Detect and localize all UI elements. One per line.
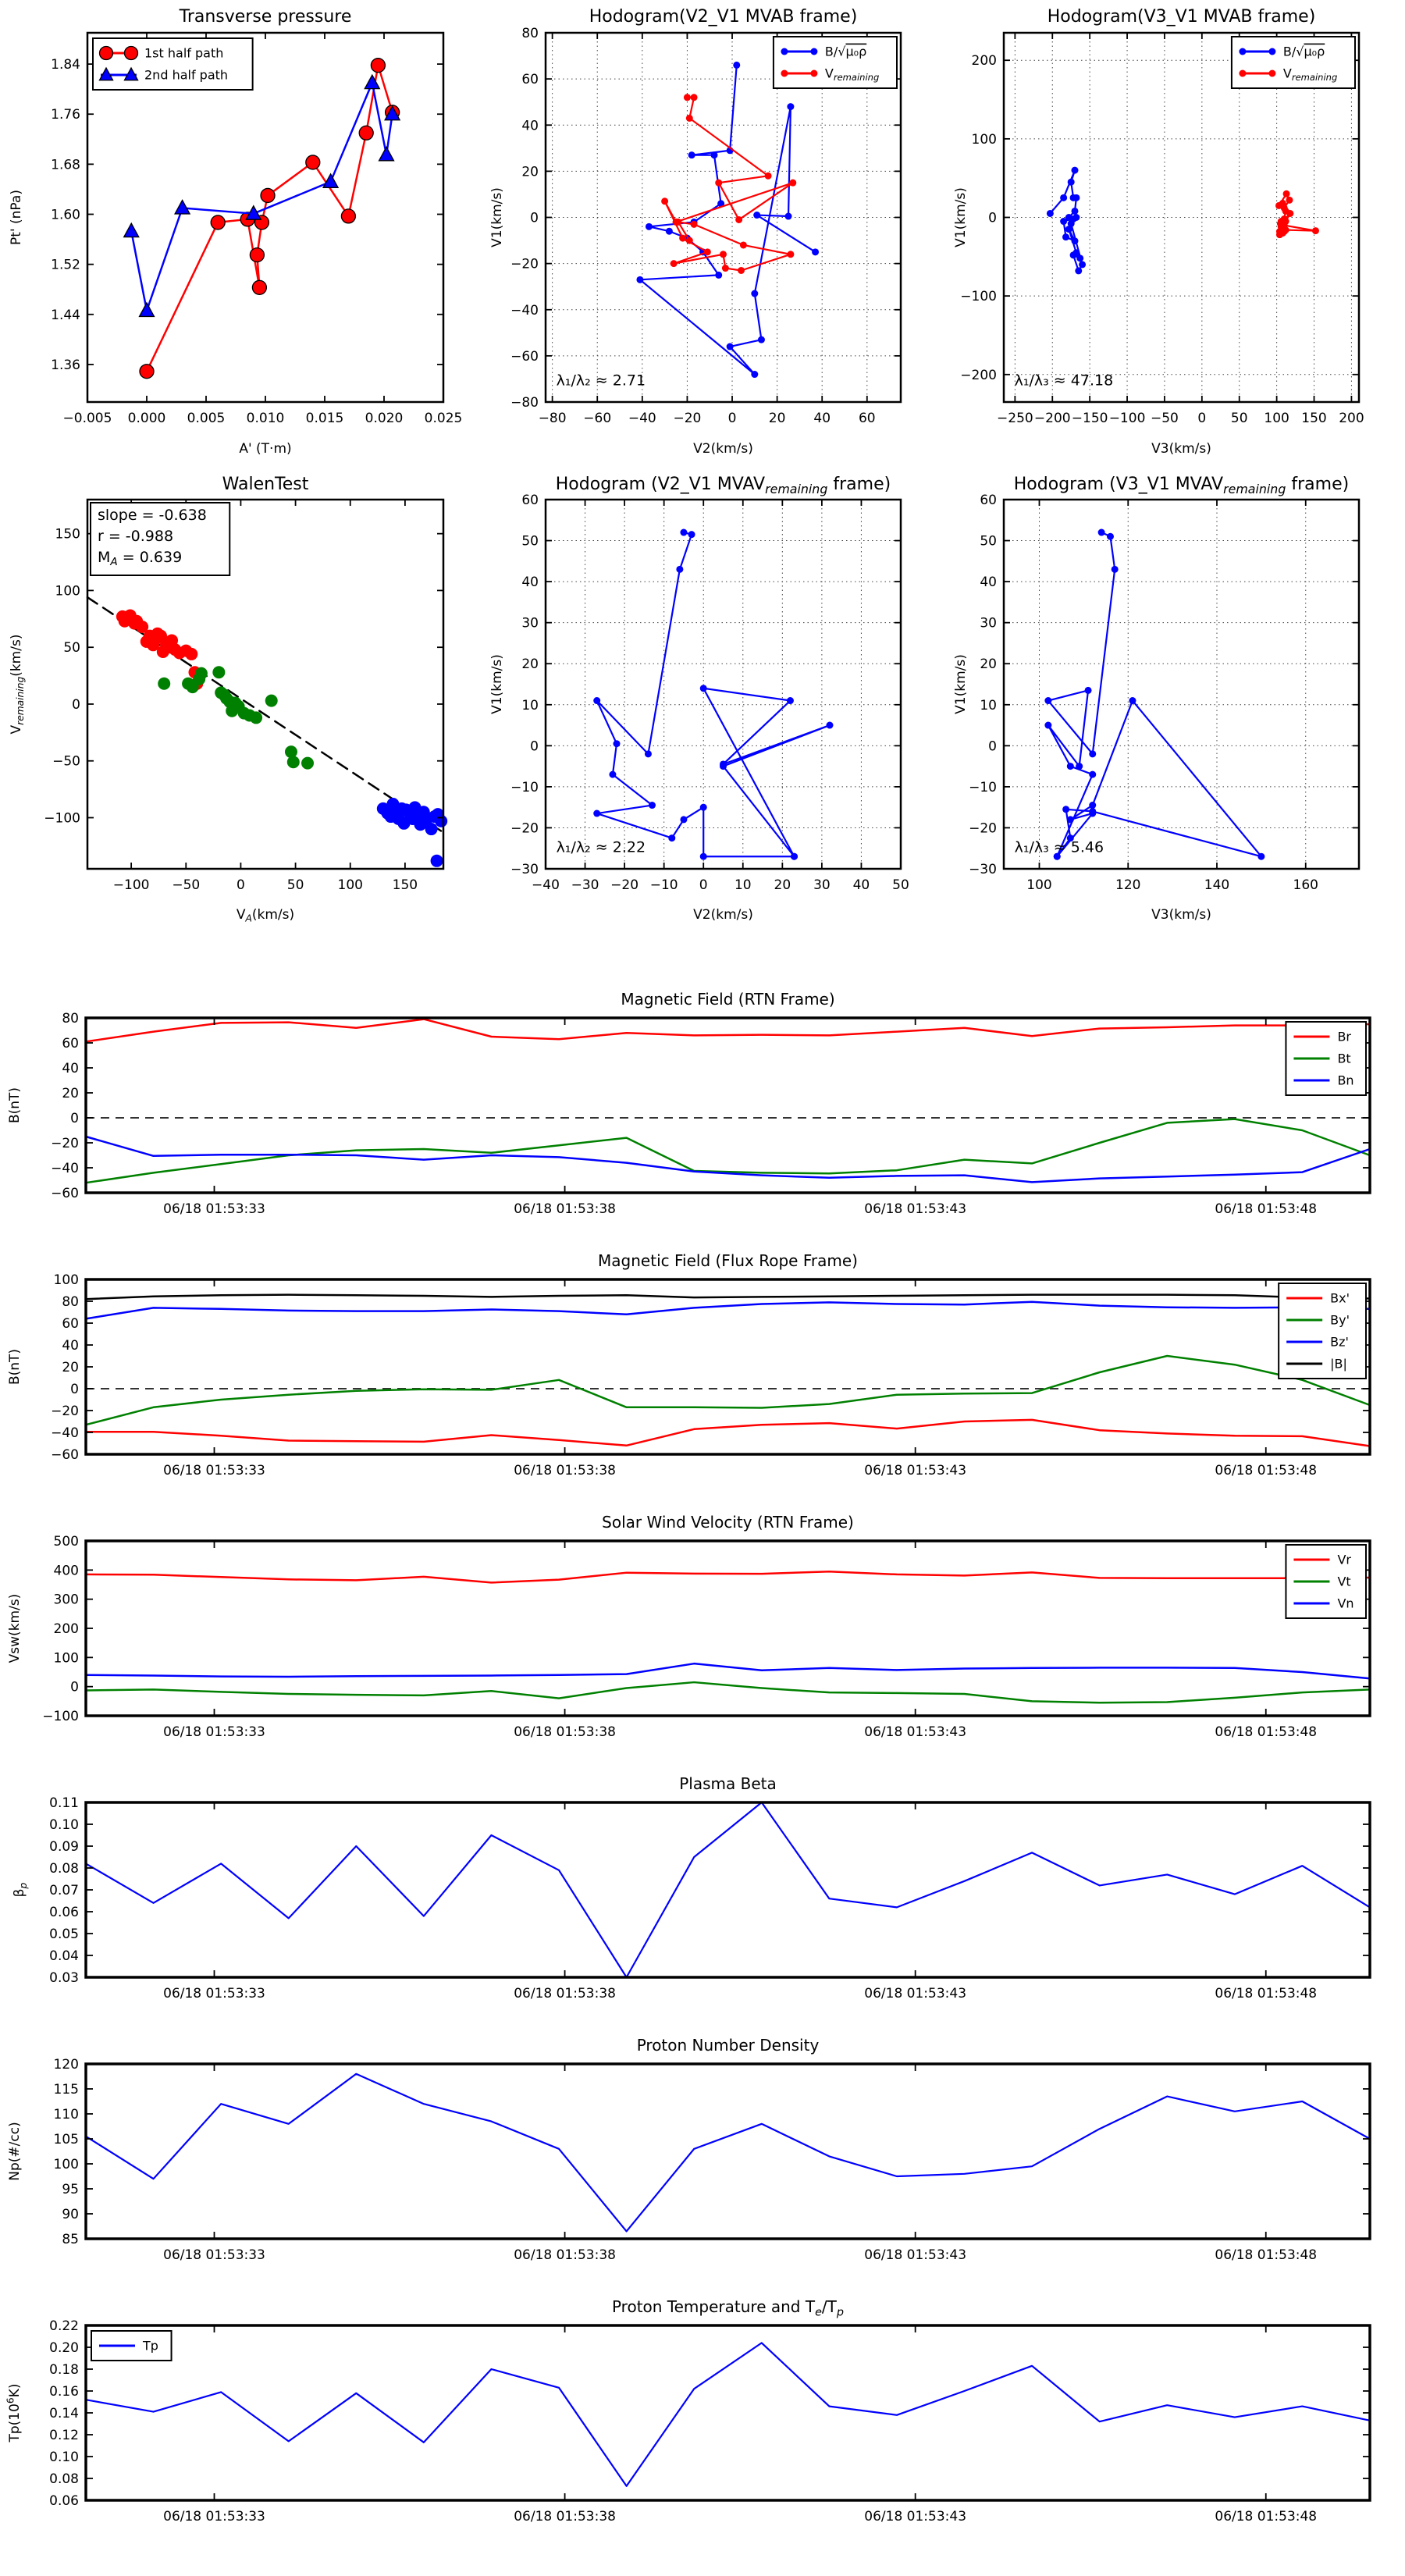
svg-text:100: 100: [55, 583, 80, 600]
series-b-sqrt-mu0-rho-: [1047, 167, 1086, 275]
walen-test-plot: [0, 472, 484, 976]
svg-text:60: 60: [521, 72, 539, 88]
svg-text:140: 140: [1204, 877, 1230, 893]
svg-text:−40: −40: [510, 302, 539, 318]
svg-text:0.10: 0.10: [49, 2450, 79, 2465]
svg-text:0.07: 0.07: [49, 1883, 79, 1898]
legend: [93, 38, 253, 90]
svg-text:−50: −50: [172, 877, 201, 893]
svg-text:500: 500: [53, 1534, 79, 1550]
mag-fluxrope-group: [7, 1251, 1370, 1478]
svg-text:−80: −80: [538, 411, 567, 426]
svg-text:0.03: 0.03: [49, 1970, 79, 1986]
svg-text:40: 40: [521, 118, 539, 134]
svg-text:100: 100: [971, 131, 997, 148]
svg-text:|B|: |B|: [1330, 1356, 1347, 1372]
svg-text:100: 100: [337, 877, 363, 893]
svg-text:0.04: 0.04: [49, 1948, 79, 1964]
svg-text:60: 60: [62, 1036, 79, 1051]
svg-text:06/18 01:53:38: 06/18 01:53:38: [514, 1463, 616, 1478]
svg-text:−50: −50: [1151, 411, 1179, 426]
walen-test-group: [9, 475, 447, 924]
svg-text:−20: −20: [610, 877, 639, 893]
svg-text:0: 0: [988, 210, 997, 226]
legend: [1279, 1283, 1366, 1379]
svg-text:−50: −50: [52, 753, 80, 770]
svg-text:Tp: Tp: [143, 2338, 158, 2354]
svg-text:λ₁/λ₂ ≈ 2.22: λ₁/λ₂ ≈ 2.22: [556, 838, 646, 856]
axes-ticks: [51, 33, 462, 426]
svg-text:50: 50: [892, 877, 909, 893]
svg-text:−30: −30: [571, 877, 599, 893]
svg-text:10: 10: [980, 697, 997, 713]
svg-text:By': By': [1330, 1312, 1350, 1328]
svg-text:0.06: 0.06: [49, 1905, 79, 1920]
svg-text:−0.005: −0.005: [62, 411, 112, 426]
svg-text:λ₁/λ₃ ≈ 5.46: λ₁/λ₃ ≈ 5.46: [1014, 838, 1104, 856]
svg-text:slope = -0.638: slope = -0.638: [98, 507, 207, 524]
svg-text:B(nT): B(nT): [7, 1087, 23, 1124]
hodogram-v3v1-mvav-group: [953, 475, 1359, 923]
plot-title: Proton Temperature and $T_e/T_p$: [611, 2297, 845, 2319]
series-vt: [86, 1682, 1370, 1703]
svg-text:−20: −20: [51, 1404, 79, 1419]
svg-text:400: 400: [53, 1563, 79, 1579]
svg-text:50: 50: [63, 640, 80, 656]
svg-text:60: 60: [980, 493, 997, 508]
svg-text:0.06: 0.06: [49, 2493, 79, 2509]
svg-text:100: 100: [53, 1650, 79, 1667]
svg-text:−200: −200: [960, 367, 997, 383]
svg-text:120: 120: [1115, 877, 1141, 893]
svg-text:60: 60: [858, 411, 876, 426]
svg-text:06/18 01:53:48: 06/18 01:53:48: [1215, 1724, 1318, 1740]
svg-text:06/18 01:53:48: 06/18 01:53:48: [1215, 2509, 1318, 2524]
plot-title: Transverse pressure: [179, 7, 352, 27]
svg-text:06/18 01:53:33: 06/18 01:53:33: [163, 1724, 265, 1740]
svg-text:200: 200: [53, 1621, 79, 1637]
grid: [1004, 500, 1359, 869]
svg-text:−20: −20: [510, 256, 539, 272]
svg-text:50: 50: [980, 533, 997, 550]
svg-text:0: 0: [530, 738, 539, 755]
svg-text:V1(km/s): V1(km/s): [489, 654, 505, 714]
svg-text:100: 100: [53, 2157, 79, 2172]
svg-text:Vn: Vn: [1337, 1596, 1354, 1611]
svg-text:06/18 01:53:43: 06/18 01:53:43: [864, 1724, 967, 1740]
svg-text:30: 30: [980, 615, 997, 632]
svg-text:20: 20: [521, 656, 539, 673]
svg-text:−20: −20: [969, 820, 997, 837]
svg-text:0: 0: [699, 877, 708, 893]
svg-text:Vremaining​(km/s): $V_{remaining}(km/s)$: [9, 634, 26, 735]
svg-text:0.010: 0.010: [246, 411, 285, 426]
svg-text:0.09: 0.09: [49, 1839, 79, 1855]
svg-text:105: 105: [53, 2132, 79, 2147]
svg-text:Bx': Bx': [1330, 1290, 1350, 1306]
axes-ticks: [49, 2318, 1370, 2524]
legend: [1286, 1022, 1366, 1095]
svg-text:−30: −30: [510, 862, 539, 877]
svg-text:85: 85: [62, 2232, 79, 2247]
axes-ticks: [51, 1272, 1370, 1478]
plasma-beta-plot: [0, 1764, 1405, 2026]
series-bn: [86, 1137, 1370, 1182]
svg-text:−40: −40: [532, 877, 560, 893]
svg-text:0.10: 0.10: [49, 1817, 79, 1833]
svg-text:r = -0.988: r = -0.988: [98, 528, 174, 545]
axes-ticks: [42, 1534, 1370, 1740]
svg-text:−60: −60: [510, 348, 539, 365]
svg-text:2nd half path: 2nd half path: [144, 67, 229, 83]
svg-text:−250: −250: [997, 411, 1033, 426]
svg-text:Bt: Bt: [1337, 1051, 1351, 1066]
series-v-remaining-hodogram: [593, 529, 833, 860]
magnetic-field-fluxrope-plot: [0, 1241, 1405, 1503]
svg-text:λ₁/λ₃ ≈ 47.18: λ₁/λ₃ ≈ 47.18: [1014, 372, 1114, 390]
series-middle-segment: [158, 666, 314, 769]
svg-text:0.05: 0.05: [49, 1927, 79, 1942]
svg-text:06/18 01:53:38: 06/18 01:53:38: [514, 1201, 616, 1217]
svg-text:−100: −100: [112, 877, 150, 893]
series-b-sqrt-mu0-rho-: [636, 62, 819, 378]
svg-text:0: 0: [530, 210, 539, 226]
svg-text:1st half path: 1st half path: [144, 45, 224, 61]
svg-text:100: 100: [1026, 877, 1052, 893]
svg-text:06/18 01:53:33: 06/18 01:53:33: [163, 1201, 265, 1217]
svg-text:Bz': Bz': [1330, 1334, 1349, 1350]
svg-text:0: 0: [72, 696, 80, 713]
plot-title: Hodogram(V3_V1 MVAB frame): [1047, 7, 1316, 27]
svg-text:50: 50: [521, 533, 539, 550]
svg-text:06/18 01:53:48: 06/18 01:53:48: [1215, 2247, 1318, 2263]
svg-text:150: 150: [1301, 411, 1327, 426]
svg-text:40: 40: [521, 575, 539, 591]
axes-ticks: [49, 1795, 1370, 2001]
svg-text:06/18 01:53:38: 06/18 01:53:38: [514, 2509, 616, 2524]
svg-text:βp​: $\beta_p$: [12, 1882, 29, 1898]
svg-text:V2(km/s): V2(km/s): [693, 907, 753, 923]
svg-text:06/18 01:53:48: 06/18 01:53:48: [1215, 1986, 1318, 2001]
proton-temperature-plot: [0, 2287, 1405, 2576]
svg-text:0: 0: [70, 1679, 79, 1695]
svg-text:−60: −60: [51, 1447, 79, 1463]
series-last-segment: [377, 798, 447, 867]
legend: [1232, 37, 1355, 88]
axes-ticks: [51, 1011, 1370, 1217]
series--b-: [86, 1295, 1370, 1300]
svg-text:0.16: 0.16: [49, 2384, 79, 2400]
svg-text:−10: −10: [969, 779, 997, 795]
svg-text:50: 50: [1230, 411, 1248, 426]
svg-text:Np(#/cc): Np(#/cc): [7, 2122, 23, 2181]
series-vr: [86, 1571, 1370, 1582]
plasma-beta-group: [12, 1774, 1370, 2001]
hodogram-v2v1-mvab-plot: [484, 0, 952, 472]
svg-text:V1(km/s): V1(km/s): [953, 654, 969, 714]
proton-temp-group: [5, 2297, 1370, 2524]
svg-text:A' (T·m): A' (T·m): [239, 441, 292, 457]
svg-text:06/18 01:53:38: 06/18 01:53:38: [514, 2247, 616, 2263]
svg-text:VA​(km/s): $V_A(km/s)$: [236, 907, 295, 924]
svg-text:20: 20: [521, 164, 539, 180]
svg-text:06/18 01:53:43: 06/18 01:53:43: [864, 1986, 967, 2001]
svg-text:1.76: 1.76: [51, 107, 80, 123]
svg-text:30: 30: [813, 877, 831, 893]
svg-text:20: 20: [774, 877, 791, 893]
svg-text:120: 120: [53, 2057, 79, 2073]
axes-ticks: [54, 2057, 1370, 2263]
svg-text:−60: −60: [583, 411, 612, 426]
svg-text:0.20: 0.20: [49, 2340, 79, 2356]
svg-text:200: 200: [1339, 411, 1364, 426]
svg-text:0: 0: [237, 877, 245, 893]
svg-text:06/18 01:53:48: 06/18 01:53:48: [1215, 1463, 1318, 1478]
svg-text:−40: −40: [628, 411, 656, 426]
svg-text:0.14: 0.14: [49, 2406, 79, 2421]
svg-text:B/√μ₀ρ: B/√μ₀ρ: [1282, 44, 1325, 59]
axes-ticks: [510, 493, 909, 893]
svg-text:B/√μ₀ρ: B/√μ₀ρ: [824, 44, 867, 59]
plot-title: Magnetic Field (RTN Frame): [621, 990, 835, 1009]
svg-text:Vt: Vt: [1337, 1574, 1351, 1589]
svg-text:10: 10: [734, 877, 752, 893]
svg-text:λ₁/λ₂ ≈ 2.71: λ₁/λ₂ ≈ 2.71: [556, 372, 646, 390]
svg-text:Vremaining​: $V_{remaining}$: [824, 66, 880, 84]
svg-text:0: 0: [988, 738, 997, 755]
svg-text:0.025: 0.025: [424, 411, 463, 426]
series-v-remaining: [1275, 190, 1319, 238]
svg-text:V1(km/s): V1(km/s): [489, 187, 505, 247]
svg-text:300: 300: [53, 1592, 79, 1608]
series-beta-p: [86, 1802, 1370, 1977]
svg-text:V2(km/s): V2(km/s): [693, 441, 753, 457]
svg-text:30: 30: [521, 615, 539, 632]
svg-text:06/18 01:53:33: 06/18 01:53:33: [163, 2247, 265, 2263]
solar-wind-group: [7, 1513, 1370, 1740]
svg-text:06/18 01:53:33: 06/18 01:53:33: [163, 1463, 265, 1478]
svg-text:95: 95: [62, 2182, 79, 2197]
svg-text:Br: Br: [1337, 1029, 1352, 1044]
svg-text:1.84: 1.84: [51, 57, 80, 73]
svg-text:Tp(106​K): $Tp(10^6K)$: [5, 2383, 23, 2443]
svg-text:150: 150: [55, 526, 80, 543]
series-tp: [86, 2343, 1370, 2485]
plot-title: Proton Number Density: [636, 2036, 820, 2055]
svg-text:06/18 01:53:43: 06/18 01:53:43: [864, 1463, 967, 1478]
svg-text:0.08: 0.08: [49, 1861, 79, 1877]
svg-text:−100: −100: [42, 1709, 79, 1724]
hodogram-v3v1-mvav-plot: [952, 472, 1405, 976]
svg-text:40: 40: [813, 411, 831, 426]
svg-text:10: 10: [521, 697, 539, 713]
svg-text:−100: −100: [1108, 411, 1146, 426]
svg-text:0: 0: [70, 1111, 79, 1126]
svg-text:V3(km/s): V3(km/s): [1151, 441, 1211, 457]
svg-text:06/18 01:53:38: 06/18 01:53:38: [514, 1724, 616, 1740]
svg-text:Vremaining​: $V_{remaining}$: [1282, 66, 1338, 84]
svg-text:1.52: 1.52: [51, 257, 80, 273]
hodogram-v3v1-mvab-group: [953, 7, 1364, 457]
svg-text:06/18 01:53:38: 06/18 01:53:38: [514, 1986, 616, 2001]
svg-text:06/18 01:53:43: 06/18 01:53:43: [864, 2509, 967, 2524]
svg-text:0.000: 0.000: [127, 411, 166, 426]
proton-density-group: [7, 2036, 1370, 2263]
series-by-: [86, 1356, 1370, 1425]
svg-text:0.015: 0.015: [305, 411, 344, 426]
mag-rtn-group: [7, 990, 1370, 1217]
svg-text:V1(km/s): V1(km/s): [953, 187, 969, 247]
svg-text:B(nT): B(nT): [7, 1348, 23, 1386]
info-box: [91, 503, 229, 575]
svg-text:0.12: 0.12: [49, 2428, 79, 2443]
solar-wind-velocity-plot: [0, 1503, 1405, 1764]
series-bx-: [86, 1420, 1370, 1446]
svg-text:MA​ = 0.639: $M_A = 0.639$: [98, 549, 183, 569]
transverse-pressure-plot: [0, 0, 484, 472]
svg-text:Pt' (nPa): Pt' (nPa): [9, 190, 24, 245]
svg-text:1.44: 1.44: [51, 307, 80, 323]
svg-text:0.11: 0.11: [49, 1795, 79, 1811]
svg-text:−40: −40: [51, 1425, 79, 1441]
series-vn: [86, 1663, 1370, 1678]
svg-text:−100: −100: [44, 810, 80, 827]
svg-text:20: 20: [980, 656, 997, 673]
hodogram-v2v1-mvav-plot: [484, 472, 952, 976]
svg-text:Bn: Bn: [1337, 1073, 1354, 1088]
svg-text:20: 20: [62, 1360, 79, 1375]
plot-title: Hodogram (V2_V1 $MVAV_{remaining}$ frame): [555, 475, 891, 496]
series-np: [86, 2074, 1370, 2232]
svg-text:40: 40: [852, 877, 870, 893]
axes-ticks: [969, 493, 1359, 893]
series-br: [86, 1019, 1370, 1042]
svg-text:−150: −150: [1071, 411, 1108, 426]
svg-text:−20: −20: [673, 411, 702, 426]
svg-text:100: 100: [1264, 411, 1289, 426]
svg-text:−80: −80: [510, 395, 539, 411]
svg-text:V3(km/s): V3(km/s): [1151, 907, 1211, 923]
svg-text:Vr: Vr: [1337, 1552, 1351, 1567]
svg-text:0.08: 0.08: [49, 2471, 79, 2487]
svg-text:40: 40: [980, 575, 997, 591]
plot-title: Hodogram (V3_V1 $MVAV_{remaining}$ frame): [1013, 475, 1350, 496]
svg-text:20: 20: [768, 411, 786, 426]
svg-text:1.68: 1.68: [51, 157, 80, 173]
svg-text:−10: −10: [649, 877, 678, 893]
legend: [1286, 1545, 1366, 1618]
svg-text:06/18 01:53:43: 06/18 01:53:43: [864, 1201, 967, 1217]
svg-text:60: 60: [62, 1316, 79, 1332]
plot-title: Plasma Beta: [679, 1774, 777, 1793]
svg-text:40: 40: [62, 1061, 79, 1076]
series-bz-: [86, 1302, 1370, 1319]
svg-text:110: 110: [53, 2107, 79, 2122]
hodogram-v2v1-mvav-group: [489, 475, 909, 923]
svg-text:80: 80: [62, 1294, 79, 1310]
svg-text:0.020: 0.020: [365, 411, 404, 426]
svg-text:0.005: 0.005: [187, 411, 226, 426]
svg-text:20: 20: [62, 1086, 79, 1101]
svg-text:0: 0: [1197, 411, 1207, 426]
svg-text:40: 40: [62, 1338, 79, 1354]
svg-text:0.22: 0.22: [49, 2318, 79, 2334]
plot-title: Solar Wind Velocity (RTN Frame): [602, 1513, 854, 1532]
svg-text:115: 115: [53, 2082, 79, 2097]
legend: [91, 2331, 172, 2361]
hodogram-v3v1-mvab-plot: [952, 0, 1405, 472]
svg-text:80: 80: [521, 26, 539, 41]
svg-text:90: 90: [62, 2207, 79, 2222]
svg-text:0: 0: [70, 1382, 79, 1397]
svg-text:−40: −40: [51, 1161, 79, 1176]
svg-text:160: 160: [1293, 877, 1318, 893]
svg-text:−20: −20: [510, 820, 539, 837]
legend: [774, 37, 897, 88]
plot-title: Magnetic Field (Flux Rope Frame): [598, 1251, 858, 1270]
svg-text:100: 100: [53, 1272, 79, 1288]
svg-text:150: 150: [392, 877, 418, 893]
svg-text:−10: −10: [510, 779, 539, 795]
magnetic-field-rtn-plot: [0, 980, 1405, 1241]
svg-text:1.60: 1.60: [51, 207, 80, 223]
svg-text:60: 60: [521, 493, 539, 508]
svg-text:−30: −30: [969, 862, 997, 877]
svg-text:0: 0: [727, 411, 737, 426]
svg-text:Vsw(km/s): Vsw(km/s): [7, 1593, 23, 1663]
svg-text:06/18 01:53:43: 06/18 01:53:43: [864, 2247, 967, 2263]
svg-text:0.18: 0.18: [49, 2362, 79, 2378]
plot-title: Hodogram(V2_V1 MVAB frame): [589, 7, 858, 27]
proton-density-plot: [0, 2026, 1405, 2287]
svg-text:200: 200: [971, 53, 997, 69]
hodogram-v2v1-mvab-group: [489, 7, 901, 457]
svg-text:−200: −200: [1033, 411, 1071, 426]
transverse-pressure-group: [9, 7, 462, 457]
svg-text:06/18 01:53:33: 06/18 01:53:33: [163, 2509, 265, 2524]
plot-title: WalenTest: [222, 475, 309, 494]
svg-text:80: 80: [62, 1011, 79, 1026]
svg-text:50: 50: [286, 877, 304, 893]
svg-text:06/18 01:53:48: 06/18 01:53:48: [1215, 1201, 1318, 1217]
svg-text:−100: −100: [960, 289, 997, 305]
svg-text:−20: −20: [51, 1136, 79, 1151]
svg-text:06/18 01:53:33: 06/18 01:53:33: [163, 1986, 265, 2001]
series-v-remaining-hodogram: [1044, 529, 1264, 860]
svg-text:−60: −60: [51, 1186, 79, 1201]
svg-text:1.36: 1.36: [51, 357, 80, 373]
